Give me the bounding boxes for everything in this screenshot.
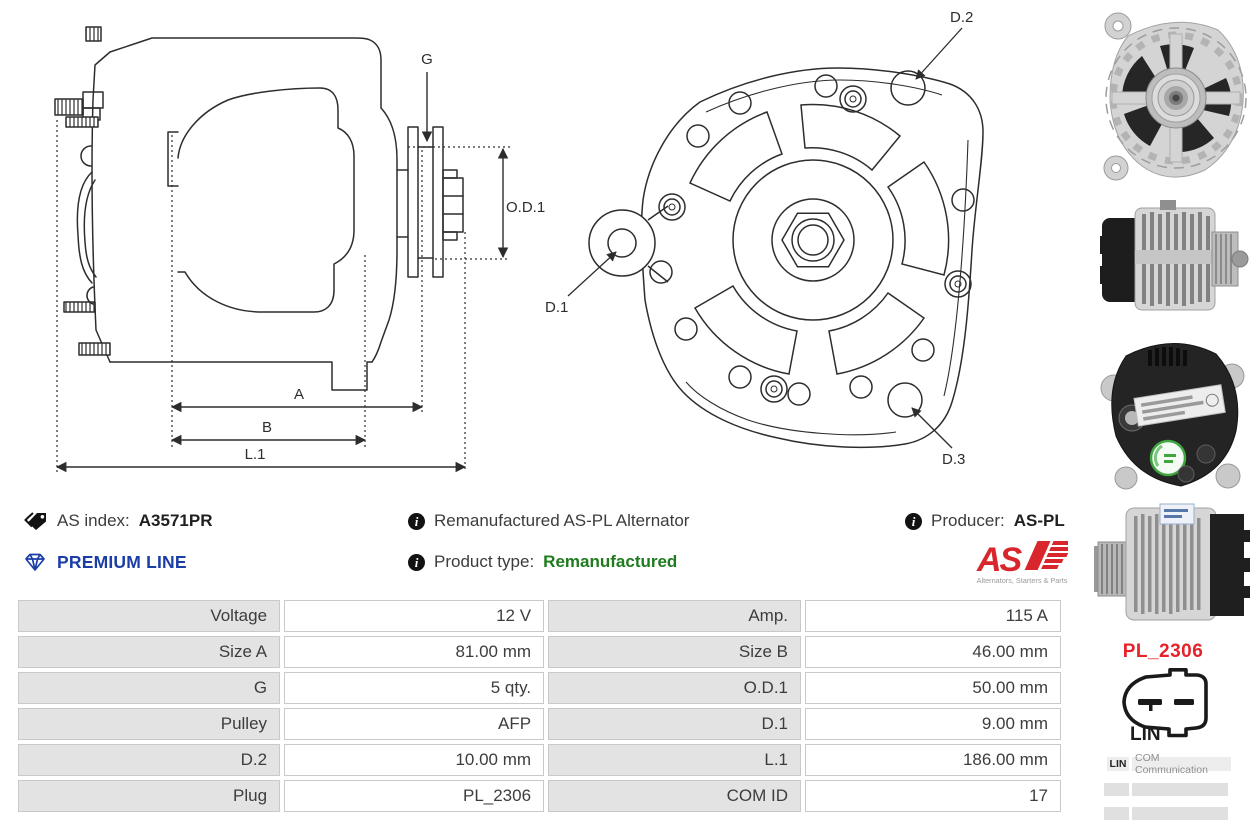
spec-value: AFP <box>284 708 544 740</box>
dim-label-b: B <box>261 419 273 436</box>
product-photo-rear <box>1096 326 1250 498</box>
spec-value: 17 <box>805 780 1061 812</box>
producer-value: AS-PL <box>1013 511 1065 530</box>
com-protocol-cell: LIN <box>1107 757 1129 771</box>
dim-label-d1: D.1 <box>545 299 569 316</box>
spec-label: Amp. <box>548 600 801 632</box>
spec-row <box>18 780 1061 812</box>
dim-label-l1: L.1 <box>244 446 266 463</box>
spec-value: PL_2306 <box>284 780 544 812</box>
product-photo-side-right <box>1094 500 1250 628</box>
spec-table <box>14 596 1065 816</box>
placeholder-bar <box>1132 807 1228 820</box>
info-icon: i <box>408 513 425 530</box>
plug-pin-label: LIN <box>1130 724 1161 745</box>
spec-label: G <box>18 672 280 704</box>
as-pl-logo <box>976 540 1068 586</box>
spec-label: D.2 <box>18 744 280 776</box>
spec-row <box>18 708 1061 740</box>
spec-label: Size A <box>18 636 280 668</box>
spec-value: 115 A <box>805 600 1061 632</box>
description-line <box>408 511 689 531</box>
info-icon: i <box>408 554 425 571</box>
spec-label: D.1 <box>548 708 801 740</box>
as-pl-logo-text: AS <box>977 541 1021 579</box>
producer-line <box>905 511 1065 531</box>
plug-connector-drawing <box>1112 668 1212 738</box>
spec-value: 186.00 mm <box>805 744 1061 776</box>
spec-row <box>18 636 1061 668</box>
com-description-cell: COM Communication <box>1132 757 1231 771</box>
product-photo-side-left <box>1100 196 1250 322</box>
spec-label: L.1 <box>548 744 801 776</box>
spec-label: Voltage <box>18 600 280 632</box>
product-type-line <box>408 552 677 572</box>
spec-value: 81.00 mm <box>284 636 544 668</box>
spec-value: 46.00 mm <box>805 636 1061 668</box>
spec-row <box>18 744 1061 776</box>
description-text: Remanufactured AS-PL Alternator <box>434 511 690 530</box>
product-type-label: Product type: <box>434 552 535 571</box>
spec-row <box>18 600 1061 632</box>
spec-row <box>18 672 1061 704</box>
diamond-icon <box>22 552 48 572</box>
info-icon: i <box>905 513 922 530</box>
as-pl-logo-tagline: Alternators, Starters & Parts <box>976 576 1068 585</box>
tag-icon <box>24 512 48 531</box>
as-index-line <box>24 511 212 531</box>
product-photo-front <box>1100 8 1247 188</box>
spec-label: Pulley <box>18 708 280 740</box>
dim-label-d3: D.3 <box>942 451 966 468</box>
spec-value: 10.00 mm <box>284 744 544 776</box>
dim-label-g: G <box>421 51 433 68</box>
spec-value: 12 V <box>284 600 544 632</box>
as-index-value: A3571PR <box>138 511 213 530</box>
spec-label: COM ID <box>548 780 801 812</box>
side-view-technical-drawing <box>30 8 545 490</box>
dim-label-od1: O.D.1 <box>506 199 545 216</box>
spec-label: O.D.1 <box>548 672 801 704</box>
producer-label: Producer: <box>931 511 1005 530</box>
plug-code: PL_2306 <box>1122 641 1204 662</box>
spec-value: 5 qty. <box>284 672 544 704</box>
spec-value: 9.00 mm <box>805 708 1061 740</box>
placeholder-bar <box>1104 783 1129 796</box>
spec-label: Size B <box>548 636 801 668</box>
as-index-label: AS index: <box>57 511 130 530</box>
placeholder-bar <box>1104 807 1129 820</box>
front-view-technical-drawing <box>543 0 1018 480</box>
spec-label: Plug <box>18 780 280 812</box>
spec-value: 50.00 mm <box>805 672 1061 704</box>
placeholder-bar <box>1132 783 1228 796</box>
premium-line <box>22 552 187 572</box>
premium-line-label: PREMIUM LINE <box>57 551 187 572</box>
product-type-value: Remanufactured <box>543 552 678 571</box>
dim-label-d2: D.2 <box>950 9 974 26</box>
dim-label-a: A <box>293 386 305 403</box>
